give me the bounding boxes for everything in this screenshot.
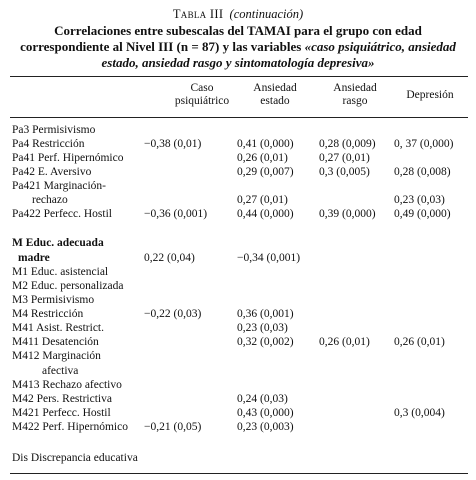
row-label: M2 Educ. personalizada [12,280,124,292]
row-label: Pa41 Perf. Hipernómico [12,152,124,164]
table-row [0,251,476,265]
cell-ansiedad-rasgo: 0,26 (0,01) [319,336,370,348]
cell-ansiedad-rasgo: 0,27 (0,01) [319,152,370,164]
row-label: M41 Asist. Restrict. [12,322,105,334]
cell-depresion: 0,26 (0,01) [394,336,445,348]
table-row [0,335,476,349]
cell-ansiedad-estado: 0,29 (0,007) [237,166,294,178]
row-label: M411 Desatención [12,336,99,348]
cell-caso-psiquiatrico: −0,22 (0,03) [144,308,202,320]
table-row [0,123,476,137]
table-row [0,151,476,165]
row-label: Pa42 E. Aversivo [12,166,92,178]
header-ansiedad-rasgo [320,82,390,108]
row-label: M4 Restricción [12,308,84,320]
top-rule [10,76,468,77]
table-row [0,207,476,221]
header-ansiedad-1: Ansiedad [253,82,297,94]
row-label: Pa421 Marginación- [12,180,107,192]
table-row [0,406,476,420]
row-label: M42 Pers. Restrictiva [12,393,112,405]
header-depresion-text: Depresión [406,89,454,101]
row-label: M421 Perfecc. Hostil [12,407,111,419]
header-caso-psiquiatrico [160,82,244,108]
cell-depresion: 0,3 (0,004) [394,407,445,419]
row-label: M Educ. adecuada [12,237,104,249]
header-ansiedad-2: Ansiedad [333,82,377,94]
cell-ansiedad-estado: 0,23 (0,003) [237,421,294,433]
table-row [0,265,476,279]
cell-ansiedad-estado: 0,24 (0,03) [237,393,288,405]
row-label: Pa3 Permisivismo [12,124,96,136]
table-number [0,7,476,22]
cell-ansiedad-estado: 0,23 (0,03) [237,322,288,334]
cell-depresion: 0,49 (0,000) [394,208,451,220]
row-label: M1 Educ. asistencial [12,266,109,278]
cell-ansiedad-estado: 0,43 (0,000) [237,407,294,419]
cell-ansiedad-rasgo: 0,39 (0,000) [319,208,376,220]
cell-ansiedad-rasgo: 0,3 (0,005) [319,166,370,178]
table-row [0,236,476,250]
cell-ansiedad-estado: 0,32 (0,002) [237,336,294,348]
row-label: Pa4 Restricción [12,138,85,150]
table-row [0,392,476,406]
cell-ansiedad-estado: 0,36 (0,001) [237,308,294,320]
table-row [0,179,476,193]
table-row [0,378,476,392]
table-label: Tabla III [172,7,224,21]
cell-caso-psiquiatrico: −0,21 (0,05) [144,421,202,433]
cell-ansiedad-estado: 0,26 (0,01) [237,152,288,164]
row-label: rechazo [32,194,68,206]
cell-caso-psiquiatrico: −0,36 (0,001) [144,208,208,220]
table-row [0,364,476,378]
header-ansiedad-estado [240,82,310,108]
caption-italic: «caso psiquiátrico, ansiedad estado, ansiedad rasgo y sintomatología depresiva» [101,39,456,70]
cell-ansiedad-rasgo: 0,28 (0,009) [319,138,376,150]
table-row [0,137,476,151]
row-label: madre [18,252,50,264]
table-row [0,349,476,363]
caption-text: Correlaciones entre subescalas del TAMAI para el grupo con edad correspondiente al Nivel III (n = 87) y las variables [20,23,422,54]
table-row [0,321,476,335]
table-row [0,279,476,293]
row-label: afectiva [42,365,79,377]
table-row [0,165,476,179]
cell-ansiedad-estado: −0,34 (0,001) [237,252,301,264]
cell-depresion: 0,28 (0,008) [394,166,451,178]
cell-depresion: 0, 37 (0,000) [394,138,454,150]
cell-caso-psiquiatrico: 0,22 (0,04) [144,252,195,264]
footnote: Dis Discrepancia educativa [12,452,138,464]
table-caption [18,23,458,71]
cell-ansiedad-estado: 0,44 (0,000) [237,208,294,220]
table-row [0,193,476,207]
table-row [0,420,476,434]
cell-ansiedad-estado: 0,41 (0,000) [237,138,294,150]
row-label: M412 Marginación [12,350,101,362]
table-row [0,293,476,307]
cell-depresion: 0,23 (0,03) [394,194,445,206]
header-rule [10,117,468,118]
header-depresion [394,89,466,102]
header-psiquiatrico: psiquiátrico [174,95,230,107]
row-label: M413 Rechazo afectivo [12,379,122,391]
table-row [0,307,476,321]
row-label: M3 Permisivismo [12,294,95,306]
table-continuation: (continuación) [229,7,304,21]
cell-ansiedad-estado: 0,27 (0,01) [237,194,288,206]
header-caso: Caso [190,82,214,94]
bottom-rule [10,473,468,474]
header-estado: estado [260,95,290,107]
cell-caso-psiquiatrico: −0,38 (0,01) [144,138,202,150]
row-label: M422 Perf. Hipernómico [12,421,128,433]
row-label: Pa422 Perfecc. Hostil [12,208,112,220]
header-rasgo: rasgo [342,95,368,107]
